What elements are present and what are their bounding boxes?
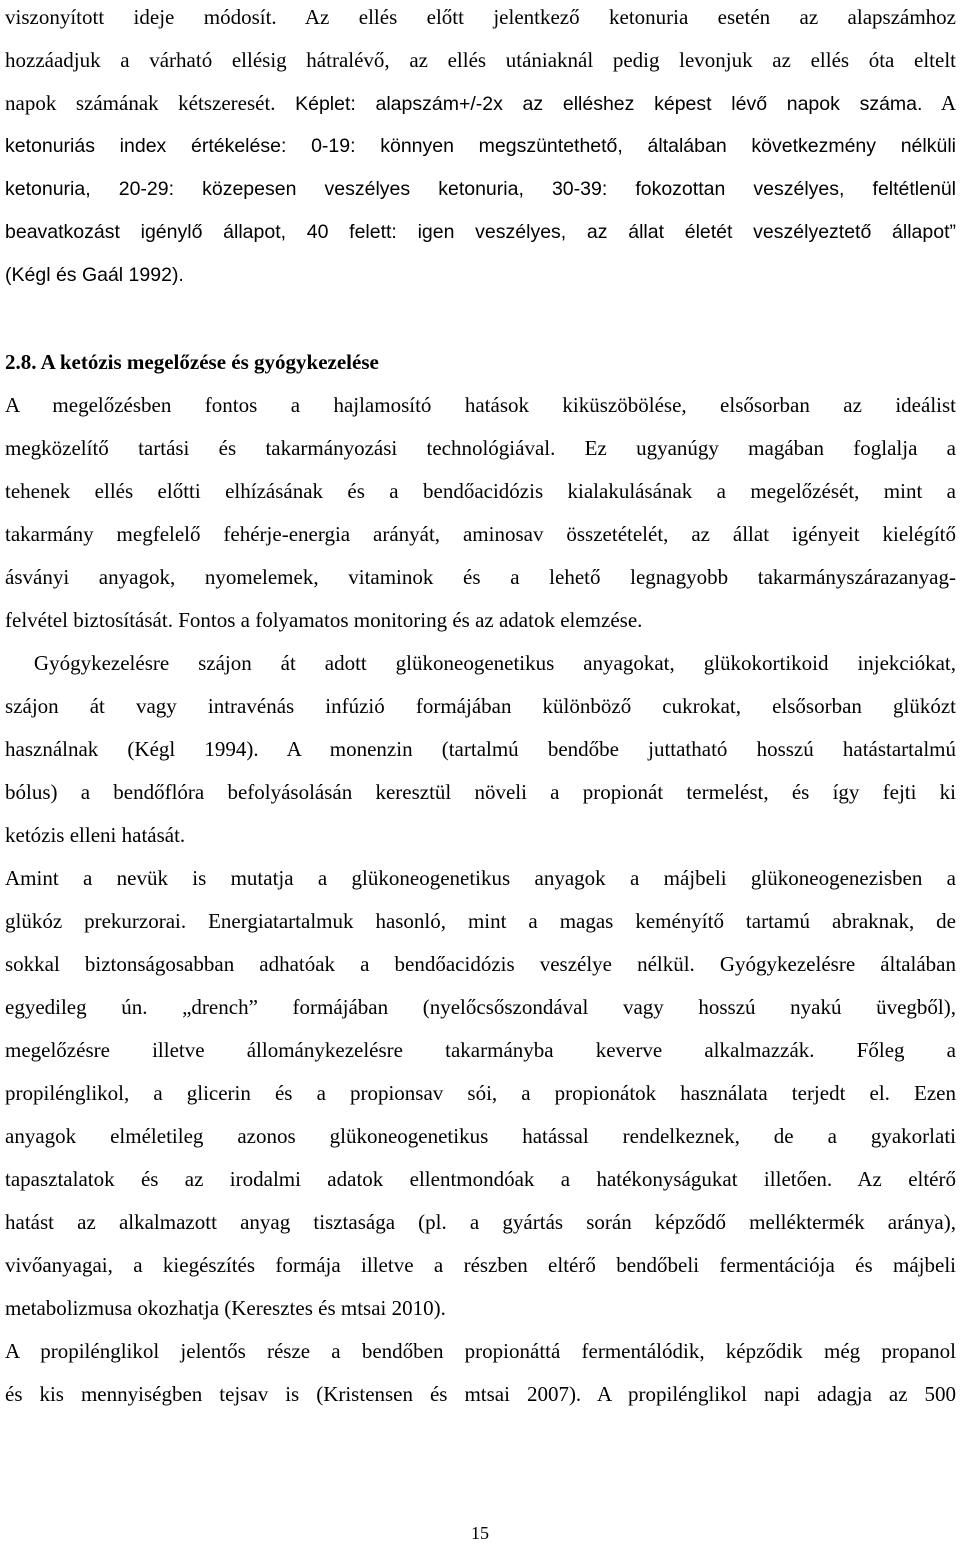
text-line: hatást az alkalmazott anyag tisztasága (pl. a gyártás során képződő melléktermék aránya),	[5, 1210, 956, 1234]
text-line: hozzáadjuk a várható ellésig hátralévő, az ellés utániaknál pedig levonjuk az ellés óta eltelt	[5, 48, 956, 72]
text-line: megelőzésre illetve állománykezelésre takarmányba keverve alkalmazzák. Főleg a	[5, 1038, 956, 1062]
text-line: vivőanyagai, a kiegészítés formája illetve a részben eltérő bendőbeli fermentációja és májbeli	[5, 1253, 956, 1277]
text-segment: A	[922, 91, 956, 115]
text-line: viszonyított ideje módosít. Az ellés előtt jelentkező ketonuria esetén az alapszámhoz	[5, 5, 956, 29]
text-line: szájon át vagy intravénás infúzió formájában különböző cukrokat, elsősorban glükózt	[5, 694, 956, 718]
text-line: Gyógykezelésre szájon át adott glükoneogenetikus anyagokat, glükokortikoid injekciókat,	[5, 651, 956, 675]
text-line: használnak (Kégl 1994). A monenzin (tartalmú bendőbe juttatható hosszú hatástartalmú	[5, 737, 956, 761]
text-line: A megelőzésben fontos a hajlamosító hatások kiküszöbölése, elsősorban az ideálist	[5, 393, 956, 417]
text-line: egyedileg ún. „drench” formájában (nyelőcsőszondával vagy hosszú nyakú üvegből),	[5, 995, 956, 1019]
text-line: felvétel biztosítását. Fontos a folyamatos monitoring és az adatok elemzése.	[5, 608, 643, 632]
text-line: takarmány megfelelő fehérje-energia arányát, aminosav összetételét, az állat igényeit kielégítő	[5, 522, 956, 546]
text-line: glükóz prekurzorai. Energiatartalmuk hasonló, mint a magas keményítő tartamú abraknak, de	[5, 909, 956, 933]
text-line: ketózis elleni hatását.	[5, 823, 186, 847]
text-line: sokkal biztonságosabban adhatóak a bendőacidózis veszélye nélkül. Gyógykezelésre általában	[5, 952, 956, 976]
text-line: ketonuria, 20-29: közepesen veszélyes ketonuria, 30-39: fokozottan veszélyes, feltétlenül	[5, 178, 956, 200]
text-line: metabolizmusa okozhatja (Keresztes és mtsai 2010).	[5, 1296, 446, 1320]
text-segment: napok számának kétszeresét.	[5, 91, 296, 115]
text-line: és kis mennyiségben tejsav is (Kristensen és mtsai 2007). A propilénglikol napi adagja az 500	[5, 1382, 956, 1406]
text-line: A propilénglikol jelentős része a bendőben propionáttá fermentálódik, képződik még propanol	[5, 1339, 956, 1363]
text-line: ketonuriás index értékelése: 0-19: könnyen megszüntethető, általában következmény nélküli	[5, 135, 956, 157]
text-line: beavatkozást igénylő állapot, 40 felett: igen veszélyes, az állat életét veszélyeztető állapot”	[5, 221, 956, 243]
text-line: tapasztalatok és az irodalmi adatok ellentmondóak a hatékonyságukat illetően. Az eltérő	[5, 1167, 956, 1191]
page-number: 15	[471, 1523, 489, 1543]
section-heading: 2.8. A ketózis megelőzése és gyógykezelése	[5, 350, 379, 374]
text-line: (Kégl és Gaál 1992).	[5, 264, 184, 286]
text-line: megközelítő tartási és takarmányozási technológiával. Ez ugyanúgy magában foglalja a	[5, 436, 956, 460]
text-line: tehenek ellés előtti elhízásának és a bendőacidózis kialakulásának a megelőzését, mint a	[5, 479, 956, 503]
text-line: Amint a nevük is mutatja a glükoneogenetikus anyagok a májbeli glükoneogenezisben a	[5, 866, 956, 890]
text-line: bólus) a bendőflóra befolyásolásán keresztül növeli a propionát termelést, és így fejti ki	[5, 780, 956, 804]
text-line: propilénglikol, a glicerin és a propionsav sói, a propionátok használata terjedt el. Ezen	[5, 1081, 956, 1105]
text-line: anyagok elméletileg azonos glükoneogenetikus hatással rendelkeznek, de a gyakorlati	[5, 1124, 956, 1148]
text-line: ásványi anyagok, nyomelemek, vitaminok és a lehető legnagyobb takarmányszárazanyag-	[5, 565, 956, 589]
text-line	[5, 85, 956, 121]
formula-text: Képlet: alapszám+/-2x az elléshez képest lévő napok száma.	[295, 93, 923, 115]
